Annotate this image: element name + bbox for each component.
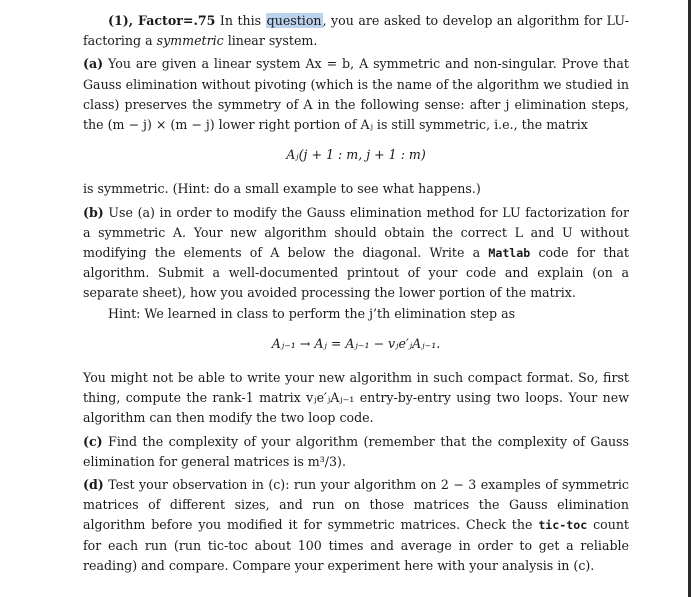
intro-text-b: , you are asked to develop an algorithm for LU-factoring a bbox=[83, 13, 629, 49]
part-b-after: You might not be able to write your new algorithm in such compact format. So, first thing, compute the rank-1 matrix vⱼe′ⱼAⱼ₋₁ entry-by-entry using two loops. Your new algorithm can then modify the two loop code. bbox=[83, 370, 629, 426]
part-c-label: (c) bbox=[83, 433, 103, 449]
part-c-paragraph bbox=[83, 432, 629, 472]
intro-emphasis: symmetric bbox=[156, 33, 224, 49]
part-a-after: is symmetric. (Hint: do a small example to see what happens.) bbox=[83, 181, 481, 197]
document-page bbox=[83, 11, 629, 576]
part-a-equation: Aⱼ(j + 1 : m, j + 1 : m) bbox=[286, 147, 426, 163]
problem-label: (1), Factor=.75 bbox=[108, 13, 216, 28]
part-b-equation: Aⱼ₋₁ → Aⱼ = Aⱼ₋₁ − vⱼe′ⱼAⱼ₋₁. bbox=[271, 335, 441, 351]
part-b-hint: Hint: We learned in class to perform the j’th elimination step as bbox=[108, 305, 516, 321]
intro-text-c: linear system. bbox=[223, 33, 318, 49]
part-d-paragraph bbox=[83, 475, 629, 576]
part-c-text: Find the complexity of your algorithm (remember that the complexity of Gauss elimination for general matrices is m³/3). bbox=[83, 433, 629, 469]
part-a-paragraph bbox=[83, 54, 629, 135]
intro-text-a: In this bbox=[219, 13, 266, 28]
part-d-label: (d) bbox=[83, 477, 104, 493]
part-b-label: (b) bbox=[83, 204, 104, 220]
matlab-keyword: Matlab bbox=[488, 246, 531, 261]
part-b-text-1: Use (a) in order to modify the Gauss elimination method for LU factorization for a symmetric A. Your new algorithm should obtain the correct L and U without modifying the elements of A below the diagonal. Write a bbox=[83, 204, 629, 261]
part-d-text-2: count for each run (run tic-toc about 100 times and average in order to get a reliable reading) and compare. Compare your experiment here with your analysis in (c). bbox=[83, 517, 629, 573]
part-a-text: You are given a linear system Ax = b, A symmetric and non-singular. Prove that Gauss elimination without pivoting (which is the name of the algorithm we studied in class) preserves the symmetry of A in the following sense: after j elimination steps, the (m − j) × (m − j) lower right portion of Aⱼ is still symmetric, i.e., the matrix bbox=[83, 56, 629, 133]
part-b-paragraph bbox=[83, 203, 629, 304]
part-b-text-2: code for that algorithm. Submit a well-documented printout of your code and explain (on a separate sheet), how you avoided processing the lower portion of the matrix. bbox=[83, 245, 629, 301]
highlighted-word[interactable]: question bbox=[266, 13, 322, 28]
tic-toc-keyword: tic-toc bbox=[538, 518, 588, 533]
part-a-label: (a) bbox=[83, 56, 104, 72]
problem-intro bbox=[83, 11, 629, 51]
part-d-text-1: Test your observation in (c): run your algorithm on 2 − 3 examples of symmetric matrices of different sizes, and run on those matrices the Gauss elimination algorithm before you modified it for symmetric matrices. Check the bbox=[83, 477, 629, 533]
